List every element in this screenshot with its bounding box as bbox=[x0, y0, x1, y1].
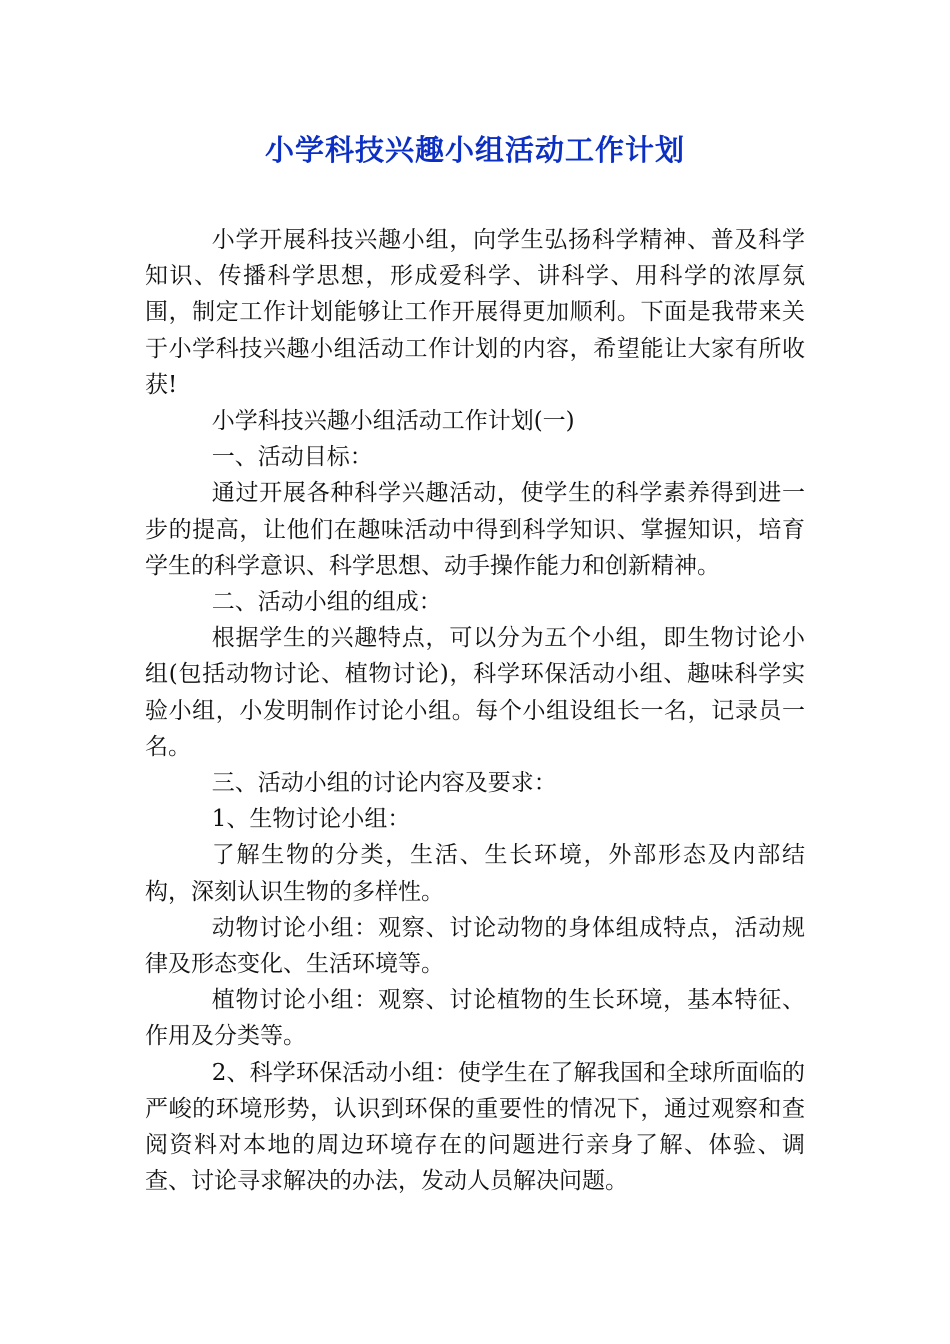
paragraph-plant-group: 植物讨论小组：观察、讨论植物的生长环境，基本特征、作用及分类等。 bbox=[145, 987, 805, 1050]
document-title: 小学科技兴趣小组活动工作计划 bbox=[264, 133, 685, 167]
document-body bbox=[145, 222, 805, 1199]
paragraph-intro: 小学开展科技兴趣小组，向学生弘扬科学精神、普及科学知识、传播科学思想，形成爱科学、讲科学、用科学的浓厚氛围，制定工作计划能够让工作开展得更加顺利。下面是我带来关于小学科技兴趣小组活动工作计划的内容，希望能让大家有所收获! bbox=[145, 227, 805, 398]
paragraph-plan-heading: 小学科技兴趣小组活动工作计划(一) bbox=[211, 408, 575, 435]
paragraph-biology-body: 了解生物的分类，生活、生长环境，外部形态及内部结构，深刻认识生物的多样性。 bbox=[145, 842, 805, 905]
paragraph-environment-group: 2、科学环保活动小组：使学生在了解我国和全球所面临的严峻的环境形势，认识到环保的重要性的情况下，通过观察和查阅资料对本地的周边环境存在的问题进行亲身了解、体验、调查、讨论寻求解决的办法，发动人员解决问题。 bbox=[145, 1059, 805, 1195]
paragraph-section-1-body: 通过开展各种科学兴趣活动，使学生的科学素养得到进一步的提高，让他们在趣味活动中得到科学知识、掌握知识，培育学生的科学意识、科学思想、动手操作能力和创新精神。 bbox=[145, 480, 805, 579]
paragraph-section-2-body: 根据学生的兴趣特点，可以分为五个小组，即生物讨论小组(包括动物讨论、植物讨论)，科学环保活动小组、趣味科学实验小组，小发明制作讨论小组。每个小组设组长一名，记录员一名。 bbox=[145, 625, 805, 760]
paragraph-section-3-heading: 三、活动小组的讨论内容及要求： bbox=[211, 770, 557, 797]
paragraph-biology-heading: 1、生物讨论小组： bbox=[211, 806, 411, 833]
paragraph-section-1-heading: 一、活动目标： bbox=[211, 444, 373, 471]
paragraph-animal-group: 动物讨论小组：观察、讨论动物的身体组成特点，活动规律及形态变化、生活环境等。 bbox=[145, 914, 805, 978]
paragraph-section-2-heading: 二、活动小组的组成： bbox=[211, 589, 442, 616]
